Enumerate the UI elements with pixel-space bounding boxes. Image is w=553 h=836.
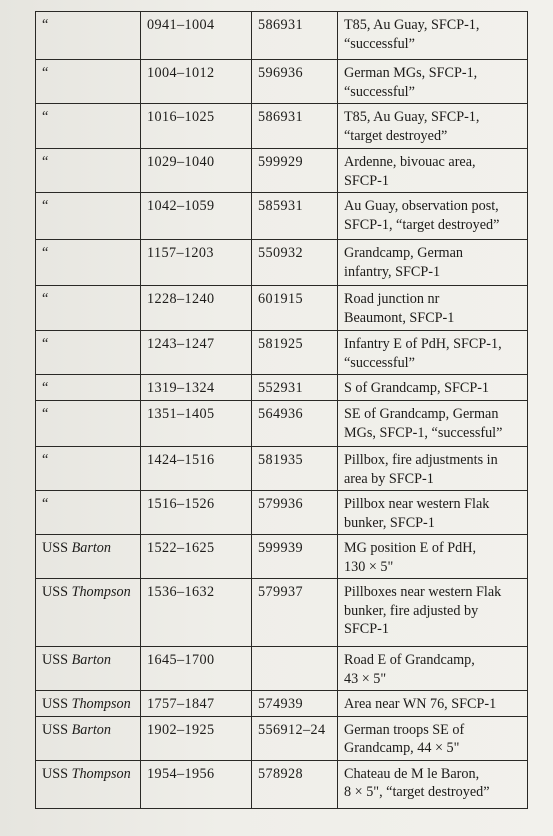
ship-prefix: USS bbox=[42, 652, 72, 668]
ship-cell bbox=[36, 716, 141, 760]
target-line: Beaumont, SFCP-1 bbox=[344, 309, 455, 326]
target-line: Chateau de M le Baron, bbox=[344, 765, 480, 782]
target-cell bbox=[338, 60, 528, 104]
ditto-mark: “ bbox=[36, 193, 141, 240]
grid-reference-cell: 599929 bbox=[252, 149, 338, 193]
grid-reference-cell: 581925 bbox=[252, 331, 338, 375]
target-cell bbox=[338, 286, 528, 331]
ditto-mark: “ bbox=[36, 240, 141, 286]
ship-name: Thompson bbox=[71, 765, 131, 782]
time-cell: 1902–1925 bbox=[141, 716, 252, 760]
target-line: Au Guay, observation post, bbox=[344, 198, 499, 214]
grid-reference-cell: 579937 bbox=[252, 579, 338, 647]
target-line: bunker, SFCP-1 bbox=[344, 514, 435, 531]
ship-cell bbox=[36, 760, 141, 808]
table-row bbox=[36, 193, 528, 240]
ship-cell bbox=[36, 579, 141, 647]
target-line: Road E of Grandcamp, bbox=[344, 652, 475, 668]
grid-reference-cell: 564936 bbox=[252, 401, 338, 447]
target-line: Infantry E of PdH, SFCP-1, bbox=[344, 336, 502, 352]
target-line: bunker, fire adjusted by bbox=[344, 602, 479, 619]
target-line: 130 × 5" bbox=[344, 558, 394, 575]
ditto-mark: “ bbox=[36, 286, 141, 331]
ship-name: Barton bbox=[71, 652, 111, 668]
table-row bbox=[36, 331, 528, 375]
target-cell bbox=[338, 760, 528, 808]
time-cell: 1645–1700 bbox=[141, 647, 252, 691]
target-line: 43 × 5" bbox=[344, 670, 387, 687]
table-row bbox=[36, 691, 528, 717]
grid-reference-cell: 601915 bbox=[252, 286, 338, 331]
target-cell bbox=[338, 535, 528, 579]
target-line: MGs, SFCP-1, “successful” bbox=[344, 424, 503, 441]
ship-prefix: USS bbox=[42, 765, 72, 782]
time-cell: 1029–1040 bbox=[141, 149, 252, 193]
target-cell bbox=[338, 331, 528, 375]
table-row bbox=[36, 535, 528, 579]
table-row bbox=[36, 716, 528, 760]
target-cell bbox=[338, 691, 528, 717]
ship-prefix: USS bbox=[42, 540, 72, 556]
table-row bbox=[36, 760, 528, 808]
target-cell bbox=[338, 401, 528, 447]
table-body bbox=[36, 12, 528, 809]
table-row bbox=[36, 401, 528, 447]
ship-name: Barton bbox=[71, 540, 111, 556]
table-row bbox=[36, 491, 528, 535]
target-line: S of Grandcamp, SFCP-1 bbox=[344, 380, 490, 396]
target-cell bbox=[338, 375, 528, 401]
target-cell bbox=[338, 12, 528, 60]
time-cell: 1228–1240 bbox=[141, 286, 252, 331]
ditto-mark: “ bbox=[36, 60, 141, 104]
target-line: infantry, SFCP-1 bbox=[344, 263, 441, 280]
time-cell: 1042–1059 bbox=[141, 193, 252, 240]
grid-reference-cell: 579936 bbox=[252, 491, 338, 535]
grid-reference-cell: 552931 bbox=[252, 375, 338, 401]
grid-reference-cell: 586931 bbox=[252, 104, 338, 149]
target-cell bbox=[338, 104, 528, 149]
ship-prefix: USS bbox=[42, 584, 72, 600]
target-cell bbox=[338, 716, 528, 760]
target-line: “successful” bbox=[344, 83, 415, 100]
target-line: Grandcamp, German bbox=[344, 245, 463, 261]
target-line: “successful” bbox=[344, 35, 415, 52]
target-cell bbox=[338, 579, 528, 647]
grid-reference-cell: 556912–24 bbox=[252, 716, 338, 760]
ditto-mark: “ bbox=[36, 149, 141, 193]
target-line: SFCP-1 bbox=[344, 172, 389, 189]
ship-name: Barton bbox=[71, 721, 111, 738]
ditto-mark: “ bbox=[36, 447, 141, 491]
time-cell: 1424–1516 bbox=[141, 447, 252, 491]
grid-reference-cell: 599939 bbox=[252, 535, 338, 579]
target-line: SFCP-1 bbox=[344, 621, 389, 637]
ditto-mark: “ bbox=[36, 331, 141, 375]
grid-reference-cell: 596936 bbox=[252, 60, 338, 104]
target-line: 8 × 5", “target destroyed” bbox=[344, 784, 490, 800]
grid-reference-cell: 574939 bbox=[252, 691, 338, 717]
time-cell: 1004–1012 bbox=[141, 60, 252, 104]
table-row bbox=[36, 240, 528, 286]
time-cell: 0941–1004 bbox=[141, 12, 252, 60]
time-cell: 1954–1956 bbox=[141, 760, 252, 808]
target-line: German MGs, SFCP-1, bbox=[344, 65, 478, 81]
ditto-mark: “ bbox=[36, 104, 141, 149]
target-line: “target destroyed” bbox=[344, 127, 448, 144]
target-cell bbox=[338, 647, 528, 691]
time-cell: 1157–1203 bbox=[141, 240, 252, 286]
table-row bbox=[36, 60, 528, 104]
grid-reference-cell bbox=[252, 647, 338, 691]
grid-reference-cell: 581935 bbox=[252, 447, 338, 491]
grid-reference-cell: 585931 bbox=[252, 193, 338, 240]
ship-cell bbox=[36, 691, 141, 717]
table-row bbox=[36, 12, 528, 60]
target-cell bbox=[338, 447, 528, 491]
target-line: Grandcamp, 44 × 5" bbox=[344, 740, 460, 756]
target-line: Pillboxes near western Flak bbox=[344, 584, 502, 600]
ship-name: Thompson bbox=[71, 584, 131, 600]
ditto-mark: “ bbox=[36, 401, 141, 447]
table-row bbox=[36, 375, 528, 401]
ship-prefix: USS bbox=[42, 721, 72, 738]
grid-reference-cell: 586931 bbox=[252, 12, 338, 60]
ship-cell bbox=[36, 647, 141, 691]
ship-cell bbox=[36, 535, 141, 579]
target-cell bbox=[338, 149, 528, 193]
target-line: Area near WN 76, SFCP-1 bbox=[344, 696, 497, 712]
time-cell: 1536–1632 bbox=[141, 579, 252, 647]
target-line: Pillbox near western Flak bbox=[344, 496, 490, 512]
time-cell: 1757–1847 bbox=[141, 691, 252, 717]
grid-reference-cell: 578928 bbox=[252, 760, 338, 808]
table-row bbox=[36, 579, 528, 647]
target-line: SE of Grandcamp, German bbox=[344, 406, 499, 422]
target-line: area by SFCP-1 bbox=[344, 470, 434, 487]
target-line: T85, Au Guay, SFCP-1, bbox=[344, 109, 480, 125]
ditto-mark: “ bbox=[36, 375, 141, 401]
target-cell bbox=[338, 491, 528, 535]
naval-fire-support-table bbox=[35, 11, 528, 809]
ditto-mark: “ bbox=[36, 12, 141, 60]
target-line: “successful” bbox=[344, 354, 415, 371]
time-cell: 1522–1625 bbox=[141, 535, 252, 579]
time-cell: 1319–1324 bbox=[141, 375, 252, 401]
time-cell: 1516–1526 bbox=[141, 491, 252, 535]
target-cell bbox=[338, 193, 528, 240]
target-line: Pillbox, fire adjustments in bbox=[344, 452, 498, 468]
table-row bbox=[36, 286, 528, 331]
time-cell: 1351–1405 bbox=[141, 401, 252, 447]
ship-name: Thompson bbox=[71, 696, 131, 712]
table-row bbox=[36, 149, 528, 193]
time-cell: 1243–1247 bbox=[141, 331, 252, 375]
target-line: Ardenne, bivouac area, bbox=[344, 154, 476, 170]
grid-reference-cell: 550932 bbox=[252, 240, 338, 286]
table-row bbox=[36, 647, 528, 691]
ditto-mark: “ bbox=[36, 491, 141, 535]
target-line: German troops SE of bbox=[344, 721, 465, 738]
table-row bbox=[36, 447, 528, 491]
target-line: T85, Au Guay, SFCP-1, bbox=[344, 17, 480, 33]
ship-prefix: USS bbox=[42, 696, 72, 712]
target-line: MG position E of PdH, bbox=[344, 540, 477, 556]
table-row bbox=[36, 104, 528, 149]
time-cell: 1016–1025 bbox=[141, 104, 252, 149]
target-line: Road junction nr bbox=[344, 291, 440, 307]
target-cell bbox=[338, 240, 528, 286]
target-line: SFCP-1, “target destroyed” bbox=[344, 216, 500, 233]
